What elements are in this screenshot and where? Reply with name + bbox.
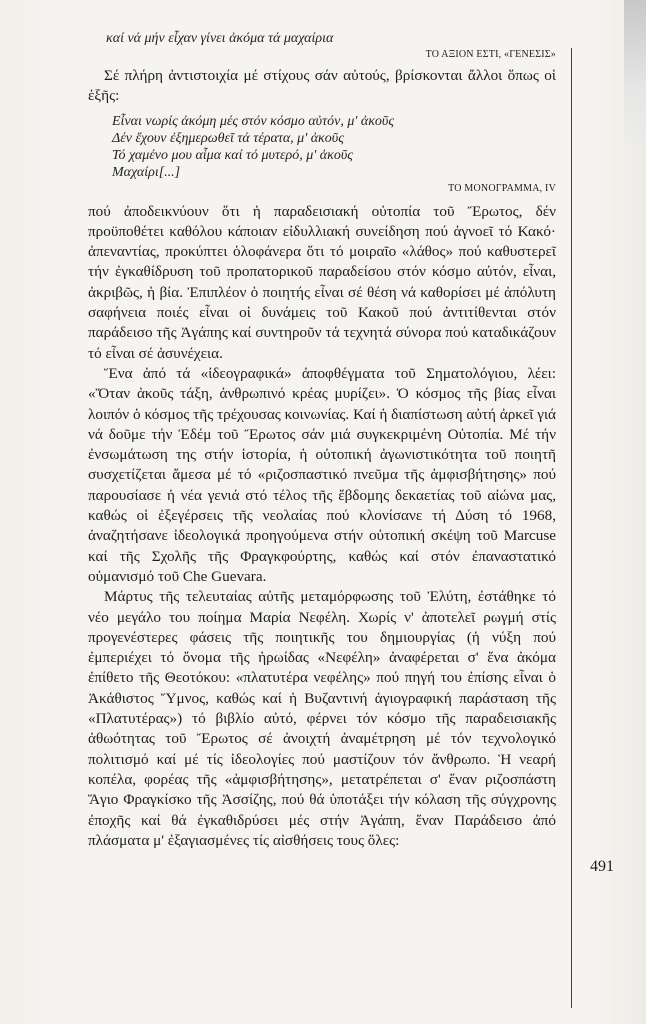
top-citation: ΤΟ ΑΞΙΟΝ ΕΣΤΙ, «ΓΕΝΕΣΙΣ» <box>425 49 556 60</box>
intro-paragraph: Σέ πλήρη ἀντιστοιχία μέ στίχους σάν αὐτούς, βρίσκονται ἄλλοι ὅπως οἱ ἑξῆς: <box>88 67 556 105</box>
page-number: 491 <box>590 858 614 875</box>
verse-citation: ΤΟ ΜΟΝΟΓΡΑΜΜΑ, IV <box>448 182 556 194</box>
top-verse: καί νά μήν εἶχαν γίνει ἀκόμα τά μαχαίρια <box>106 31 334 46</box>
body-paragraph-2: Ἕνα ἀπό τά «ἰδεογραφικά» ἀποφθέγματα τοῦ Σηματολόγιου, λέει: «Ὅταν ἀκοῦς τάξη, ἀνθρωπινό κρέας μυρίζει». Ὁ κόσμος τῆς βίας εἶναι λοιπόν ὁ κόσμος τῆς τρέχουσας κοινωνίας. Καί ἡ διαπίστωση αὐτή ἀρκεῖ γιά νά δοῦμε τήν Ἐδέμ τοῦ Ἔρωτος σάν μιά συγκεκριμένη Οὐτοπία. Μέ τήν ἐνσωμάτωση της στήν ἱστορία, ἡ οὐτοπική ἀγωνιστικότητα τοῦ ποιητῆ συσχετίζεται ἄμεσα μέ τό «ριζοσπαστικό πνεῦμα τῆς ἀμφισβήτησης» πού παρουσίασε ἡ νέα γενιά στό τέλος τῆς ἕβδομης δεκαετίας τοῦ αἰώνα μας, καθώς οἱ ἐξεγέρσεις τῆς νεολαίας πού κλονίσανε τή Δύση τό 1968, ἀναζητήσανε ἰδεολογικά προηγούμενα στήν οὐτοπική σκέψη τοῦ Marcuse καί τῆς Σχολῆς τῆς Φραγκφούρτης, καθώς καί στόν ἐπαναστατικό οὐμανισμό τοῦ Che Guevara. <box>88 364 556 585</box>
verse-line: Εἶναι νωρίς ἀκόμη μές στόν κόσμο αὐτόν, μ' ἀκοῦς <box>112 113 395 129</box>
verse-line: Δέν ἔχουν ἐξημερωθεῖ τά τέρατα, μ' ἀκοῦς <box>112 130 344 146</box>
page-text <box>88 30 556 851</box>
body-paragraph-3: Μάρτυς τῆς τελευταίας αὐτῆς μεταμόρφωσης τοῦ Ἐλύτη, ἐστάθηκε τό νέο μεγάλο του ποίημα Μαρία Νεφέλη. Χωρίς ν' ἀποτελεῖ ρωγμή στίς προγενέστερες φάσεις τῆς ποιητικῆς του δημιουργίας (ἡ νύξη πού ἐμπεριέχει τό ὄνομα τῆς ἡρωίδας «Νεφέλη» ἀναφέρεται σ' ἕνα ἀκόμα ἐπίθετο τῆς Θεοτόκου: «πλατυτέρα νεφέλης» πού πηγή του ἐπίσης εἶναι ὁ Ἀκάθιστος Ὕμνος, καθώς καί ἡ Βυζαντινή ἁγιογραφική παράσταση τῆς «Πλατυτέρας») τό βιβλίο αὐτό, φέρνει τόν κόσμο τῆς παραδεισιακῆς ἀθωότητας τοῦ Ἔρωτος σέ ἀνοιχτή ἀναμέτρηση μέ τόν τεχνολογικό πολιτισμό καί μέ τίς ἰδεολογίες πού μαστίζουν τόν ἄνθρωπο. Ἡ νεαρή κοπέλα, φορέας τῆς «ἀμφισβήτησης», μετατρέπεται σ' ἕναν ριζοσπάστη Ἅγιο Φραγκίσκο τῆς Ἀσσίζης, πού θά ὑποτάξει τήν κόλαση τῆς σύγχρονης ἐποχῆς καί θά ἐγκαθιδρύσει μές στήν Ἀγάπη, ἕναν Παράδεισο ἀπό πλάσματα μ' ἐξαγιασμένες τίς αἰσθήσεις τους ὅλες: <box>88 588 556 849</box>
margin-rule <box>571 48 572 1008</box>
verse-line: Τό χαμένο μου αἷμα καί τό μυτερό, μ' ἀκοῦς <box>112 147 353 163</box>
verse-line: Μαχαίρι[...] <box>112 164 181 180</box>
body-paragraph-1: πού ἀποδεικνύουν ὅτι ἡ παραδεισιακή οὐτοπία τοῦ Ἔρωτος, δέν προϋποθέτει καθόλου κάποιαν εἰδυλλιακή συνείδηση πού ἀγνοεῖ τό Κακό· ἀπεναντίας, προκύπτει ὁλοφάνερα ὅτι τό μοιραῖο «λάθος» πού καθυστερεῖ τήν ἐγκαθίδρυση τοῦ προπατορικοῦ παραδείσου στόν κόσμο αὐτόν, εἶναι, ἀκριβῶς, ἡ βία. Ἐπιπλέον ὁ ποιητής εἶναι σέ θέση νά καθορίσει μέ ἀπόλυτη σαφήνεια ποιές εἶναι οἱ δυνάμεις τοῦ Κακοῦ πού ἀντιτίθενται στόν παράδεισο τῆς Ἀγάπης καί συντηροῦν τά τεχνητά σύνορα πού καταδικάζουν τό εἶναι σέ ἀσυνέχεια. <box>88 202 556 362</box>
page-corner-shadow <box>624 0 646 150</box>
